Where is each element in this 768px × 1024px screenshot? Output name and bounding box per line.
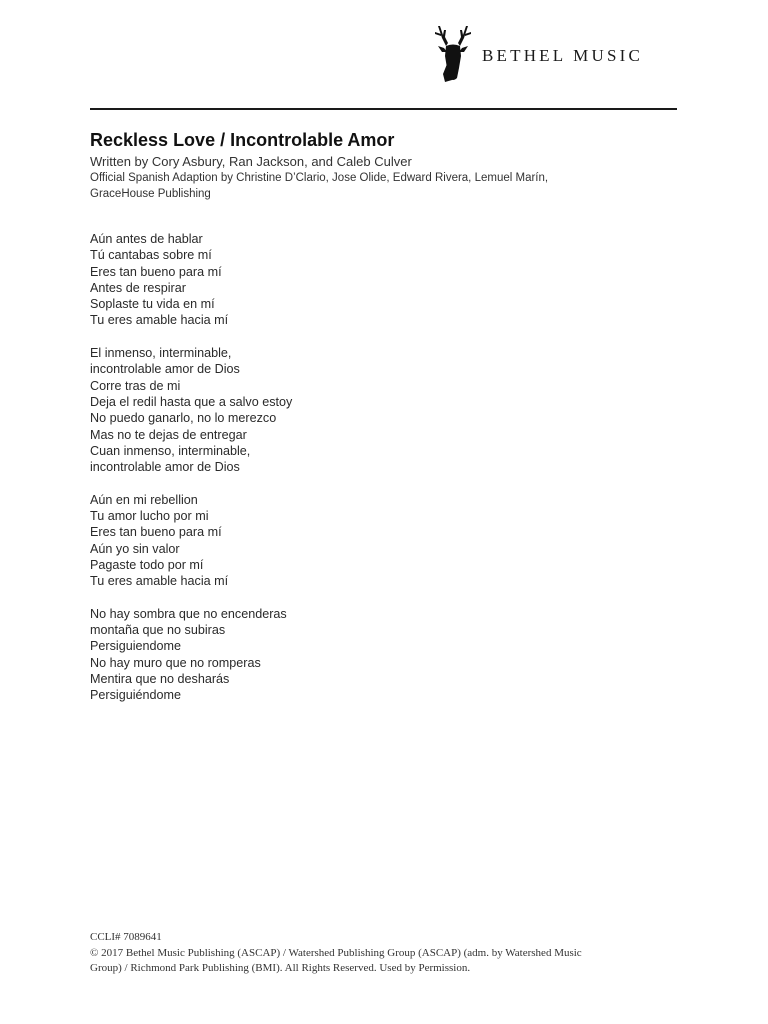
stanza-1 xyxy=(90,231,590,329)
song-header xyxy=(90,128,690,202)
stanza-3 xyxy=(90,492,590,590)
lyric-line: Aún en mi rebellion xyxy=(90,492,198,507)
lyric-line: Mentira que no desharás xyxy=(90,672,230,687)
lyric-line: Aún yo sin valor xyxy=(90,541,180,556)
brand-name: BETHEL MUSIC xyxy=(482,46,644,65)
header-divider xyxy=(90,108,677,110)
lyric-line: Eres tan bueno para mí xyxy=(90,525,222,540)
lyric-line: No hay muro que no romperas xyxy=(90,655,261,670)
lyric-line: Cuan inmenso, interminable, xyxy=(90,443,251,458)
copyright-line: Group) / Richmond Park Publishing (BMI). All Rights Reserved. Used by Permission. xyxy=(90,962,471,974)
lyric-line: Pagaste todo por mí xyxy=(90,557,204,572)
lyric-line: montaña que no subiras xyxy=(90,623,226,638)
stag-head-icon xyxy=(432,22,474,84)
copyright-line: © 2017 Bethel Music Publishing (ASCAP) / Watershed Publishing Group (ASCAP) (adm. by Watershed Music xyxy=(90,946,582,959)
adaption-line: Official Spanish Adaption by Christine D’Clario, Jose Olide, Edward Rivera, Lemuel Marín, xyxy=(90,172,549,184)
lyric-line: Antes de respirar xyxy=(90,280,186,295)
lyric-line: Eres tan bueno para mí xyxy=(90,264,222,279)
lyric-line: Corre tras de mi xyxy=(90,378,181,393)
lyric-line: incontrolable amor de Dios xyxy=(90,362,240,377)
lyric-line: Tu amor lucho por mi xyxy=(90,509,209,524)
lyric-line: No hay sombra que no encenderas xyxy=(90,606,287,621)
spanish-adaption-credit xyxy=(90,171,690,202)
lyric-line: No puedo ganarlo, no lo merezco xyxy=(90,411,277,426)
lyric-line: El inmenso, interminable, xyxy=(90,346,232,361)
copyright-footer xyxy=(90,930,680,977)
lyric-line: Persiguiéndome xyxy=(90,688,182,703)
lyrics xyxy=(90,231,590,720)
lyric-line: Persiguiendome xyxy=(90,639,182,654)
lyric-line: Tu eres amable hacia mí xyxy=(90,313,229,328)
songwriters: Written by Cory Asbury, Ran Jackson, and Caleb Culver xyxy=(90,154,412,169)
lyric-line: Tú cantabas sobre mí xyxy=(90,248,212,263)
lyric-line: Soplaste tu vida en mí xyxy=(90,297,215,312)
ccli-number: CCLI# 7089641 xyxy=(90,931,162,943)
lyric-line: Tu eres amable hacia mí xyxy=(90,574,229,589)
song-title: Reckless Love / Incontrolable Amor xyxy=(90,130,395,150)
lyric-line: Deja el redil hasta que a salvo estoy xyxy=(90,394,293,409)
stanza-4 xyxy=(90,606,590,704)
stanza-2 xyxy=(90,345,590,475)
lyric-line: Mas no te dejas de entregar xyxy=(90,427,247,442)
brand-logo xyxy=(432,22,643,84)
lyric-line: Aún antes de hablar xyxy=(90,232,203,246)
adaption-line: GraceHouse Publishing xyxy=(90,187,211,200)
lyric-line: incontrolable amor de Dios xyxy=(90,460,240,475)
